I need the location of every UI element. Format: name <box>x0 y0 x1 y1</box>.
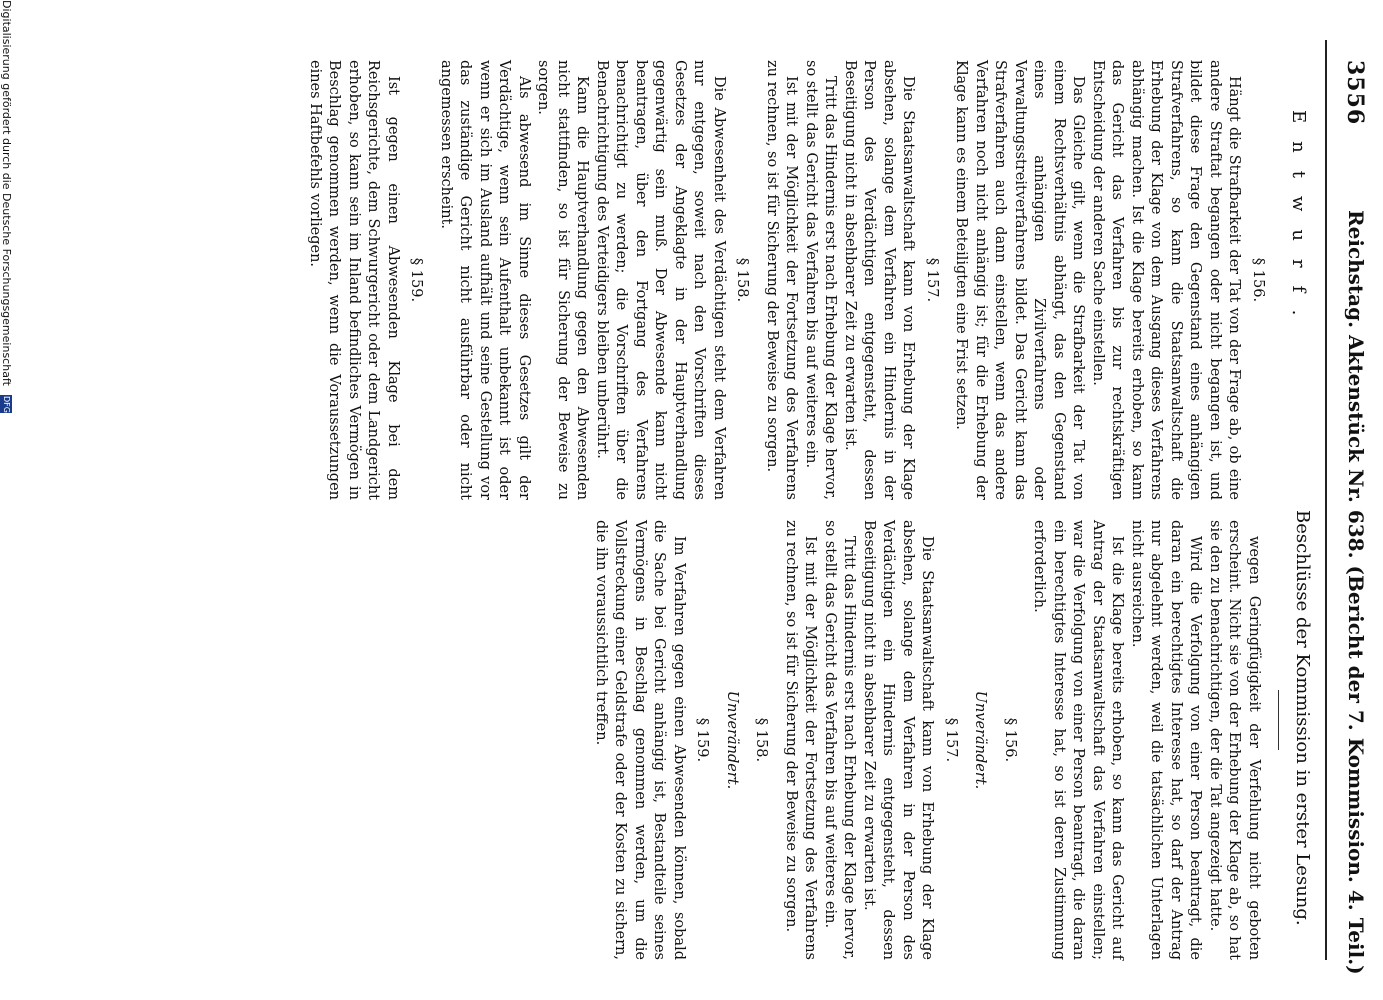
left-column <box>305 60 1278 500</box>
page-title: Reichstag. Aktenstück Nr. 638. (Bericht der 7. Kommission. 4. Teil.) <box>1344 210 1368 975</box>
paragraph: Kann die Hauptverhandlung gegen den Abwesenden nicht stattfinden, so ist für Sicherung der Beweise zu sorgen. <box>535 60 591 500</box>
paragraph: Wird die Verfolgung von einer Person beantragt, die daran ein berechtigtes Interesse hat, so darf der Antrag nur abgelehnt werden, weil die tatsächlichen Unterlagen nicht ausreichen. <box>1129 520 1204 960</box>
right-column-heading: Beschlüsse der Kommission in erster Lesung. <box>1292 510 1313 926</box>
paragraph: Die Abwesenheit des Verdächtigen steht dem Verfahren nur entgegen, soweit nach den Vorschriften dieses Gesetzes der Angeklagte in der Hauptverhandlung gegenwärtig sein muß. Der Abwesende kann nicht beantragen, über den Fortgang des Verfahrens benachrichtigt zu werden; die Vorschriften über die Benachrichtigung des Verteidigers bleiben unberührt. <box>594 60 727 500</box>
section-number: § 157. <box>943 717 959 763</box>
section-number: § 156. <box>1250 257 1266 303</box>
paragraph: Hängt die Strafbarkeit der Tat von der Frage ab, ob eine andere Straftat begangen oder nicht begangen ist, und bildet diese Frage den Gegenstand eines anhängigen Strafverfahrens, so kann die Staatsanwaltschaft die Erhebung der Klage von dem Ausgang dieses Verfahrens abhängig machen. Ist die Klage bereits erhoben, so kann das Gericht das Verfahren bis zur rechtskräftigen Entscheidung der anderen Sache einstellen. <box>1090 60 1243 500</box>
paragraph: Tritt das Hindernis erst nach Erhebung der Klage hervor, so stellt das Gericht das Verfahren bis auf weiteres ein. <box>803 60 839 500</box>
paragraph: Die Staatsanwaltschaft kann von Erhebung der Klage absehen, solange dem Verfahren ein Hindernis in der Person des Verdächtigen entgegensteht, dessen Beseitigung nicht in absehbarer Zeit zu erwarten ist. <box>842 60 917 500</box>
section-number: § 158. <box>753 717 770 763</box>
digitization-footer <box>0 0 13 1000</box>
footer-text: Digitalisierung gefördert durch die Deutsche Forschungsgemeinschaft <box>0 0 13 386</box>
paragraph: Ist mit der Möglichkeit der Fortsetzung des Verfahrens zu rechnen, so ist für Sicherung der Beweise zu sorgen. <box>783 520 819 960</box>
paragraph: Im Verfahren gegen einen Abwesenden können, sobald die Sache bei Gericht anhängig ist, Bestandteile seines Vermögens in Beschlag genommen werden, um die Vollstreckung einer Geldstrafe oder der Kosten zu sichern, die ihn voraussichtlich treffen. <box>593 520 687 960</box>
page-header <box>1333 60 1373 975</box>
page-number: 3556 <box>1342 60 1368 126</box>
section-number: § 159. <box>408 257 425 303</box>
paragraph: Tritt das Hindernis erst nach Erhebung der Klage hervor, so stellt das Gericht das Verfahren bis auf weiteres ein. <box>822 520 858 960</box>
paragraph: Ist die Klage bereits erhoben, so kann das Gericht auf Antrag der Staatsanwaltschaft das Verfahren einstellen; war die Verfolgung von einer Person beantragt, die daran ein berechtigtes Interesse hat, so ist deren Zustimmung erforderlich. <box>1031 520 1126 960</box>
unchanged-note: Unverändert. <box>724 690 740 790</box>
right-column <box>591 520 1264 960</box>
section-number: § 156. <box>1002 717 1018 763</box>
section-number: § 159. <box>694 717 711 763</box>
paragraph: Die Staatsanwaltschaft kann von Erhebung der Klage absehen, solange dem Verfahren in der Person des Verdächtigen ein Hindernis entgegensteht, dessen Beseitigung nicht in absehbarer Zeit zu erwarten ist. <box>861 520 936 960</box>
paragraph: Ist gegen einen Abwesenden Klage bei dem Reichsgerichte, dem Schwurgericht oder dem Landgericht erhoben, so kann sein im Inland befindliches Vermögen in Beschlag genommen werden, wenn die Voraussetzungen eines Haftbefehls vorliegen. <box>307 60 401 500</box>
section-number: § 157. <box>924 257 940 303</box>
header-rule <box>1325 40 1327 960</box>
paragraph: Als abwesend im Sinne dieses Gesetzes gilt der Verdächtige, wenn sein Aufenthalt unbekannt ist oder wenn er sich im Ausland aufhält und seine Gestellung vor das zuständige Gericht nicht ausführbar oder nicht angemessen erscheint. <box>438 60 532 500</box>
unchanged-note: Unverändert. <box>972 690 989 790</box>
dfg-logo: DFG <box>2 395 11 413</box>
paragraph: wegen Geringfügigkeit der Verfehlung nicht geboten erscheint. Nicht sie von der Erhebung der Klage ab, so hat sie den zu benachrichtigen, der die Tat angezeigt hatte. <box>1207 520 1262 960</box>
section-number: § 158. <box>734 257 751 303</box>
heading-rule <box>1278 690 1279 750</box>
paragraph: Das Gleiche gilt, wenn die Strafbarkeit der Tat von einem Rechtsverhältnis abhängt, das den Gegenstand eines anhängigen Zivilverfahrens oder Verwaltungsstreitverfahrens bildet. Das Gericht kann das Strafverfahren auch dann einstellen, wenn das andere Verfahren noch nicht anhängig ist; für die Erhebung der Klage kann es einem Beteiligten eine Frist setzen. <box>953 60 1087 500</box>
paragraph: Ist mit der Möglichkeit der Fortsetzung des Verfahrens zu rechnen, so ist für Sicherung der Beweise zu sorgen. <box>764 60 800 500</box>
left-column-heading: Entwurf. <box>1288 110 1309 334</box>
